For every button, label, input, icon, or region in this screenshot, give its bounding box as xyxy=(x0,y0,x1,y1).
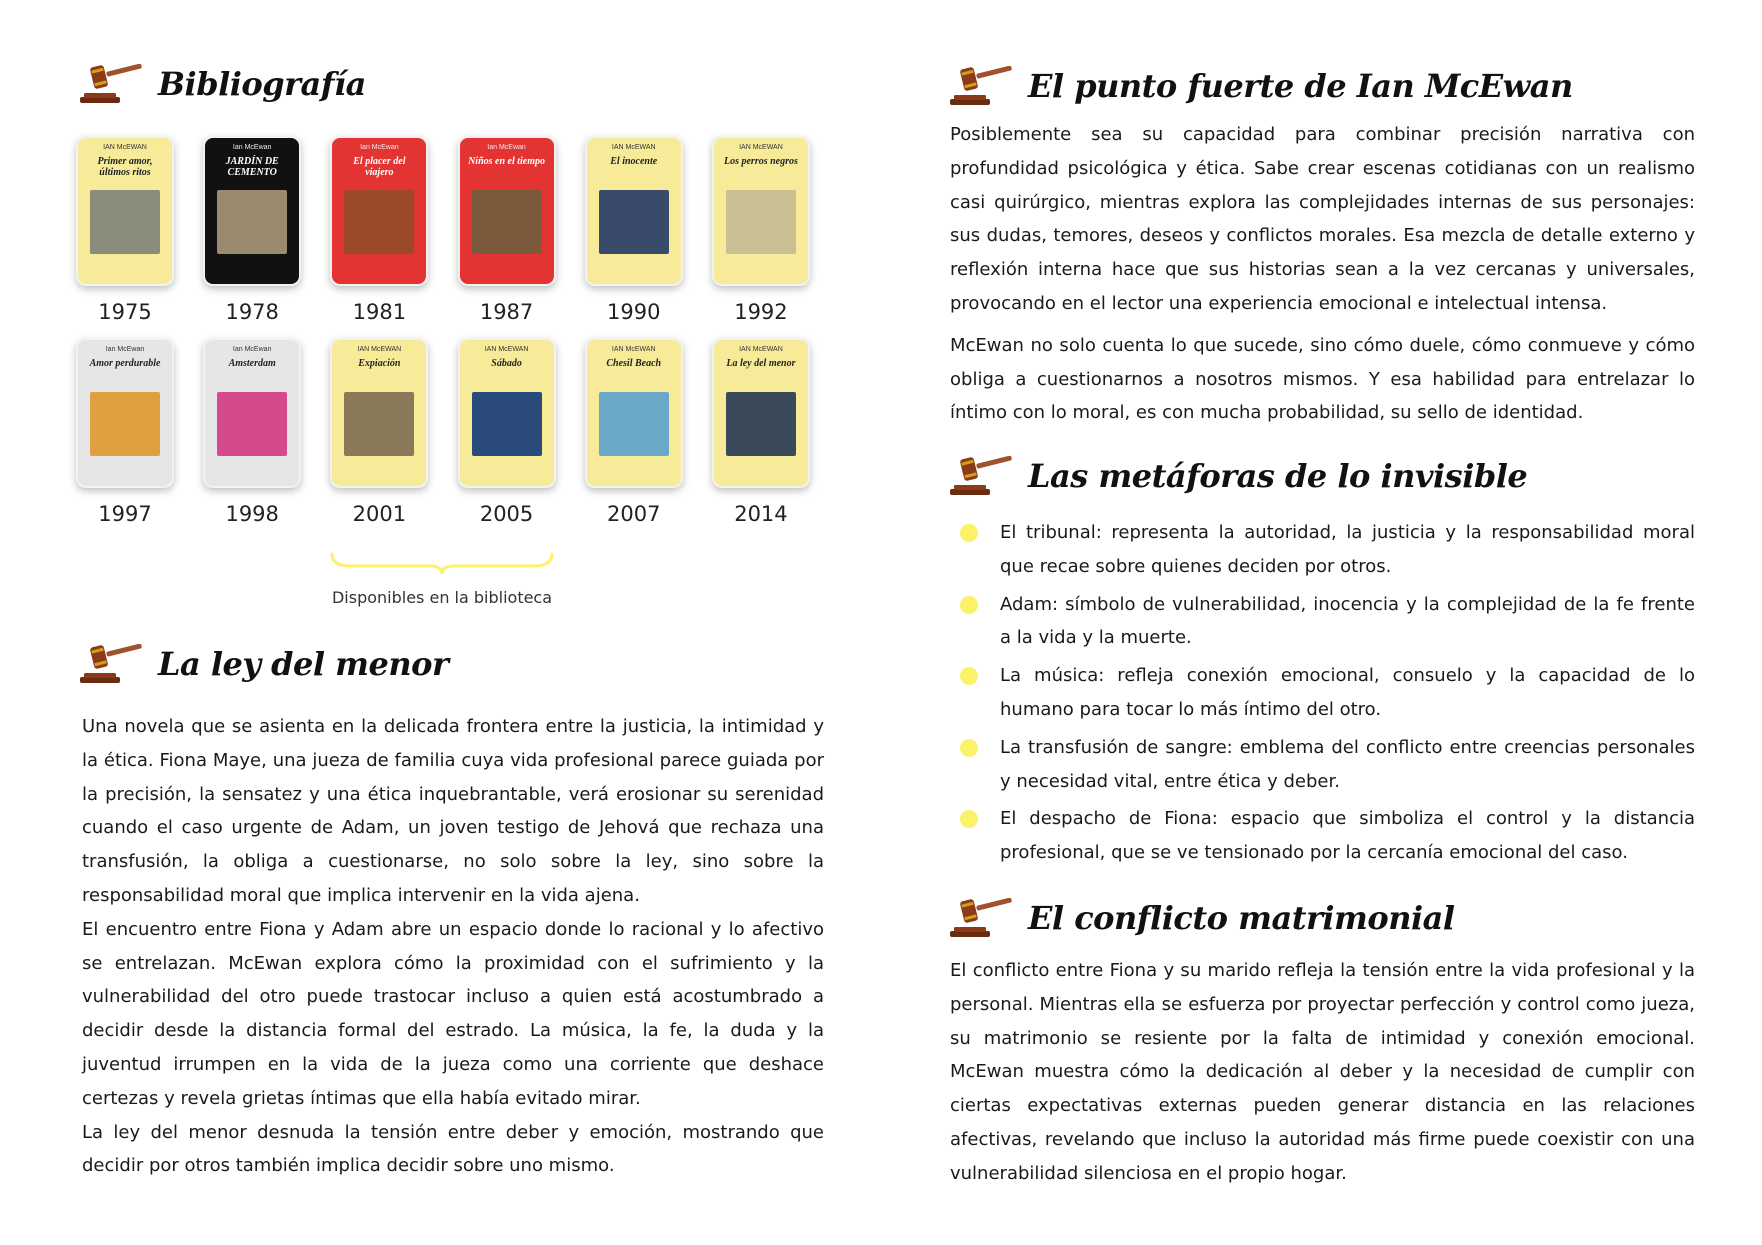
bullet-icon xyxy=(960,810,978,828)
available-label: Disponibles en la biblioteca xyxy=(331,588,553,607)
law-of-minor-text xyxy=(82,710,824,1183)
list-item: La música: refleja conexión emocional, consuelo y la capacidad de lo humano para tocar lo más íntimo del otro. xyxy=(960,659,1695,727)
section-title: El conflicto matrimonial xyxy=(1028,899,1455,937)
book-cover xyxy=(458,338,556,488)
book-author: IAN McEWAN xyxy=(103,144,147,151)
book-cover xyxy=(712,338,810,488)
book-year: 1992 xyxy=(734,300,788,324)
brace-icon xyxy=(330,552,554,574)
book-cover xyxy=(203,338,301,488)
book-item xyxy=(201,338,303,526)
book-cover xyxy=(203,136,301,286)
book-item xyxy=(583,338,685,526)
book-cover xyxy=(76,338,174,488)
book-cover xyxy=(585,136,683,286)
book-cover-art xyxy=(599,392,669,456)
book-item xyxy=(710,136,812,324)
book-title: Primer amor, últimos ritos xyxy=(97,156,153,178)
bullet-icon xyxy=(960,524,978,542)
book-author: Ian McEwan xyxy=(360,144,399,151)
book-cover-art xyxy=(217,392,287,456)
book-title: Expiación xyxy=(358,358,401,369)
paragraph: La ley del menor desnuda la tensión entre deber y emoción, mostrando que decidir por otros también implica decidir sobre uno mismo. xyxy=(82,1121,824,1177)
book-author: Ian McEwan xyxy=(232,346,272,353)
heading-metaphors xyxy=(948,456,1527,496)
book-cover-art xyxy=(472,392,542,456)
book-year: 1998 xyxy=(225,502,279,526)
list-item: El tribunal: representa la autoridad, la justicia y la responsabilidad moral que recae sobre quienes deciden por otros. xyxy=(960,516,1695,584)
book-author: Ian McEwan xyxy=(232,144,272,151)
book-title: Chesil Beach xyxy=(606,358,662,369)
book-year: 1978 xyxy=(225,300,279,324)
book-title: Sábado xyxy=(491,358,522,369)
metaphor-list xyxy=(960,516,1695,874)
gavel-icon xyxy=(948,456,1014,496)
book-author: IAN McEWAN xyxy=(739,346,783,353)
book-cover-art xyxy=(344,392,414,456)
book-year: 1990 xyxy=(607,300,661,324)
book-cover-art xyxy=(90,392,160,456)
book-title: La ley del menor xyxy=(726,358,796,369)
book-cover-art xyxy=(344,190,414,254)
book-item xyxy=(328,338,430,526)
book-cover-art xyxy=(217,190,287,254)
book-item xyxy=(456,136,558,324)
book-gallery xyxy=(74,136,824,526)
book-year: 1997 xyxy=(98,502,152,526)
book-item xyxy=(74,338,176,526)
book-author: IAN McEWAN xyxy=(611,144,656,151)
book-item xyxy=(328,136,430,324)
book-item xyxy=(201,136,303,324)
paragraph: McEwan no solo cuenta lo que sucede, sino cómo duele, cómo conmueve y cómo obliga a cuestionarnos a nosotros mismos. Y esa habilidad para entrelazar lo íntimo con lo moral, es con mucha probabilidad, su sello de identidad. xyxy=(950,334,1695,424)
book-author: IAN McEWAN xyxy=(611,346,656,353)
book-title: JARDÍN DE CEMENTO xyxy=(225,156,279,178)
book-cover-art xyxy=(90,190,160,254)
book-year: 2014 xyxy=(734,502,788,526)
gavel-icon xyxy=(948,898,1014,938)
heading-strength xyxy=(948,66,1573,106)
book-item xyxy=(74,136,176,324)
book-year: 1987 xyxy=(479,300,534,324)
book-author: IAN McEWAN xyxy=(484,346,529,353)
book-year: 1981 xyxy=(352,300,407,324)
book-cover xyxy=(712,136,810,286)
book-author: Ian McEwan xyxy=(105,346,145,353)
book-title: El placer del viajero xyxy=(353,156,406,178)
book-cover xyxy=(330,136,428,286)
book-year: 2007 xyxy=(607,502,661,526)
bullet-icon xyxy=(960,667,978,685)
gavel-icon xyxy=(78,644,144,684)
book-year: 2001 xyxy=(352,502,407,526)
book-cover xyxy=(585,338,683,488)
book-title: Niños en el tiempo xyxy=(468,156,546,167)
section-title: Bibliografía xyxy=(158,65,366,103)
paragraph: Una novela que se asienta en la delicada frontera entre la justicia, la intimidad y la ética. Fiona Maye, una jueza de familia cuya vida profesional parece guiada por la precisión, la sensatez y una ética inquebrantable, verá erosionar su serenidad cuando el caso urgente de Adam, un joven testigo de Jehová que rechaza una transfusión, la obliga a cuestionarse, no solo sobre la ley, sino sobre la responsabilidad moral que implica intervenir en la vida ajena. xyxy=(82,716,824,906)
gavel-icon xyxy=(948,66,1014,106)
book-title: Los perros negros xyxy=(723,156,798,167)
book-author: Ian McEwan xyxy=(487,144,526,151)
heading-conflict xyxy=(948,898,1455,938)
book-cover xyxy=(458,136,556,286)
strength-text xyxy=(950,118,1695,430)
heading-bibliography xyxy=(78,64,366,104)
section-title: La ley del menor xyxy=(158,645,449,683)
book-item xyxy=(456,338,558,526)
section-title: El punto fuerte de Ian McEwan xyxy=(1028,67,1573,105)
list-item: Adam: símbolo de vulnerabilidad, inocencia y la complejidad de la fe frente a la vida y la muerte. xyxy=(960,588,1695,656)
list-item: El despacho de Fiona: espacio que simboliza el control y la distancia profesional, que se ve tensionado por la cercanía emocional del caso. xyxy=(960,802,1695,870)
book-row xyxy=(74,136,812,324)
bullet-icon xyxy=(960,596,978,614)
bullet-icon xyxy=(960,739,978,757)
book-year: 1975 xyxy=(98,300,152,324)
book-title: Amor perdurable xyxy=(89,358,161,369)
book-row xyxy=(74,338,812,526)
book-cover-art xyxy=(599,190,669,254)
paragraph: El encuentro entre Fiona y Adam abre un espacio donde lo racional y lo afectivo se entrelazan. McEwan explora cómo la proximidad con el sufrimiento y la vulnerabilidad del otro puede trastocar incluso a quien está acostumbrado a decidir desde la distancia formal del estrado. La música, la fe, la duda y la juventud irrumpen en la vida de la jueza como una corriente que deshace certezas y revela grietas íntimas que ella había evitado mirar. xyxy=(82,918,824,1109)
book-title: El inocente xyxy=(610,156,658,167)
book-cover-art xyxy=(726,392,796,456)
conflict-text: El conflicto entre Fiona y su marido refleja la tensión entre la vida profesional y la personal. Mientras ella se esfuerza por proyectar perfección y control como jueza, su matrimonio se resiente por la falta de intimidad y conexión emocional. McEwan muestra cómo la dedicación al deber y la necesidad de cumplir con ciertas expectativas externas pueden generar distancia en las relaciones afectivas, revelando que incluso la autoridad más firme puede coexistir con una vulnerabilidad silenciosa en el propio hogar. xyxy=(950,960,1695,1184)
book-year: 2005 xyxy=(479,502,534,526)
book-cover-art xyxy=(472,190,542,254)
paragraph: Posiblemente sea su capacidad para combinar precisión narrativa con profundidad psicológica y ética. Sabe crear escenas cotidianas con un realismo casi quirúrgico, mientras explora las complejidades internas de sus personajes: sus dudas, temores, deseos y conflictos morales. Esa mezcla de detalle externo y reflexión interna hace que sus historias sean a la vez cercanas y universales, provocando en el lector una experiencia emocional e intelectual intensa. xyxy=(950,124,1695,314)
book-item xyxy=(710,338,812,526)
book-cover xyxy=(330,338,428,488)
book-cover-art xyxy=(726,190,796,254)
book-author: IAN McEWAN xyxy=(739,144,783,151)
book-cover xyxy=(76,136,174,286)
book-author: IAN McEWAN xyxy=(357,346,402,353)
heading-law-of-minor xyxy=(78,644,448,684)
section-title: Las metáforas de lo invisible xyxy=(1028,457,1528,495)
gavel-icon xyxy=(78,64,144,104)
book-item xyxy=(583,136,685,324)
list-item: La transfusión de sangre: emblema del conflicto entre creencias personales y necesidad vital, entre ética y deber. xyxy=(960,731,1695,799)
book-title: Amsterdam xyxy=(228,358,276,369)
